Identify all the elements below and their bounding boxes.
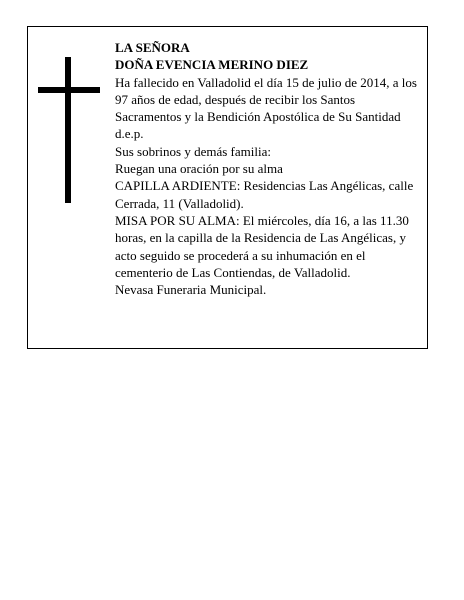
cross-vertical-bar	[65, 57, 71, 203]
deceased-name: DOÑA EVENCIA MERINO DIEZ	[115, 57, 309, 73]
death-announcement: Ha fallecido en Valladolid el día 15 de julio de 2014, a los 97 años de edad, después de recibir los Santos Sacramentos y la Bendición Apostólica de Su Santidad d.e.p.	[115, 74, 417, 142]
cross-icon	[38, 57, 100, 203]
cross-horizontal-bar	[38, 87, 100, 93]
mass-info: MISA POR SU ALMA: El miércoles, día 16, a las 11.30 horas, en la capilla de la Residencia de Las Angélicas, y acto seguido se procederá a su inhumación en el cementerio de Las Contiendas, de Valladolid.	[115, 212, 409, 280]
family-line: Sus sobrinos y demás familia:	[115, 143, 271, 159]
notice-heading: LA SEÑORA	[115, 40, 190, 55]
chapel-info: CAPILLA ARDIENTE: Residencias Las Angélicas, calle Cerrada, 11 (Valladolid).	[115, 178, 414, 211]
notice-text	[115, 39, 423, 298]
obituary-notice	[27, 26, 428, 349]
prayer-request: Ruegan una oración por su alma	[115, 161, 283, 177]
funeral-home: Nevasa Funeraria Municipal.	[115, 282, 267, 298]
